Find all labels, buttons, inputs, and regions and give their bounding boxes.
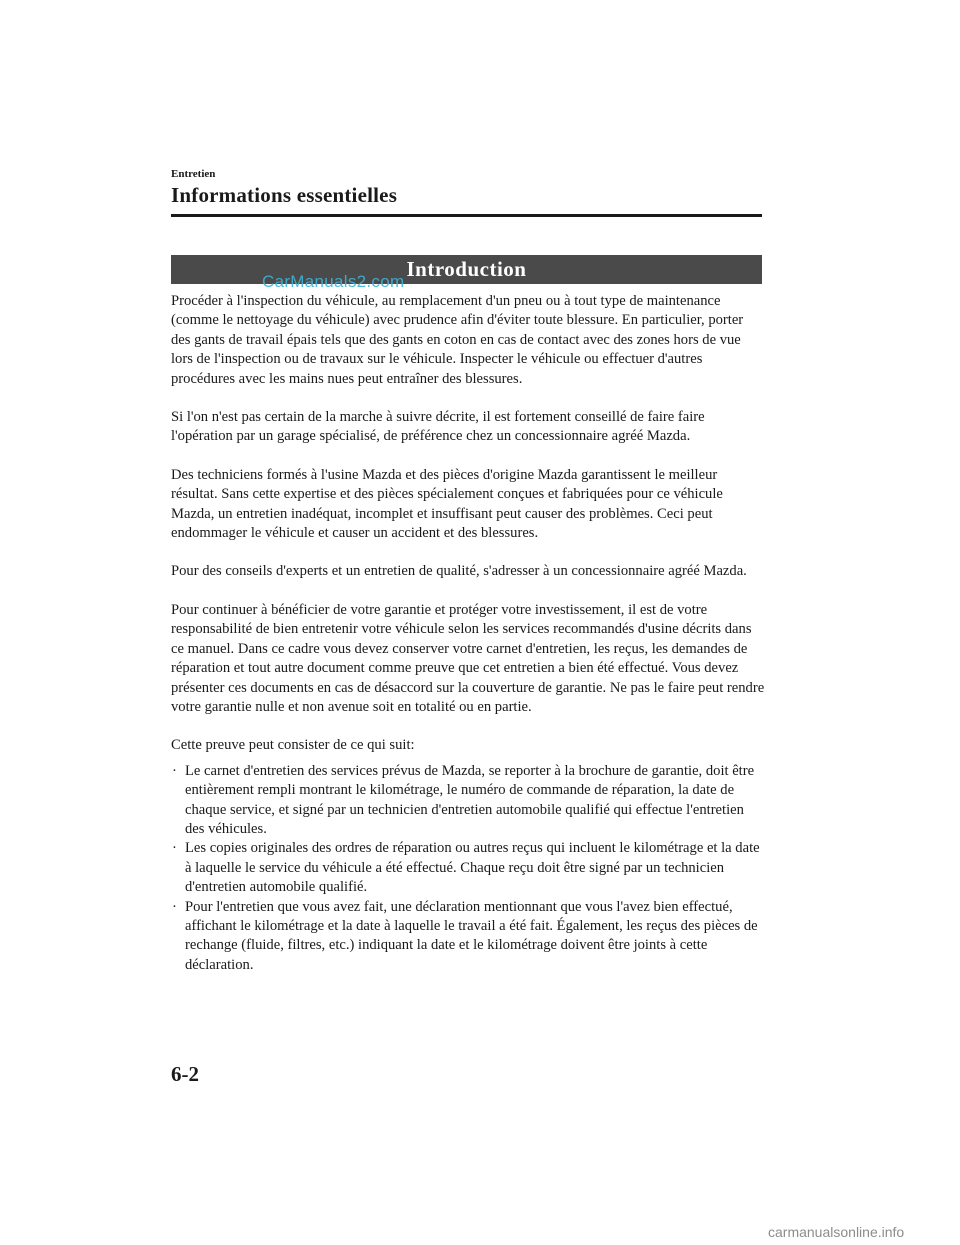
bullet-dot-icon: · <box>172 898 177 915</box>
chapter-label: Entretien <box>171 168 216 180</box>
list-item-text: Pour l'entretien que vous avez fait, une déclaration mentionnant que vous l'avez bien effectué, affichant le kilométrage et la date à laquelle le travail a été fait. Également, les reçus des pièces de rechange (fluide, filtres, etc.) indiquant la date et le kilométrage doivent être joints à cette déclaration. <box>185 898 758 973</box>
watermark-logo: CarManuals2.com <box>262 272 405 291</box>
paragraph: Des techniciens formés à l'usine Mazda et des pièces d'origine Mazda garantissent le meilleur résultat. Sans cette expertise et des pièces spécialement conçues et fabriquées pour ce véhicule Mazda, un entretien inadéquat, incomplet et insuffisant peut causer des problèmes. Ceci peut endommager le véhicule et causer un accident et des blessures. <box>171 466 723 542</box>
page-number: 6-2 <box>171 1062 199 1086</box>
list-item-text: Le carnet d'entretien des services prévus de Mazda, se reporter à la brochure de garantie, doit être entièrement rempli montrant le kilométrage, le numéro de commande de réparation, la date de chaque service, et signé par un technicien d'entretien automobile qualifié qui effectue l'entretien des véhicules. <box>185 762 755 837</box>
paragraph: Pour des conseils d'experts et un entretien de qualité, s'adresser à un concessionnaire agréé Mazda. <box>171 563 747 580</box>
list-item <box>171 762 765 840</box>
paragraph: Cette preuve peut consister de ce qui suit: <box>171 737 415 754</box>
paragraph: Procéder à l'inspection du véhicule, au remplacement d'un pneu ou à tout type de maintenance (comme le nettoyage du véhicule) avec prudence afin d'éviter toute blessure. En particulier, porter des gants de travail épais tels que des gants en coton en cas de contact avec des zones hors de vue lors de l'inspection ou de travaux sur le véhicule. Inspecter le véhicule ou effectuer d'autres procédures avec les mains nues peut entraîner des blessures. <box>171 293 744 387</box>
body-content <box>171 292 765 975</box>
footer-site-mark: carmanualsonline.info <box>768 1224 905 1240</box>
list-item <box>171 898 765 976</box>
bullet-dot-icon: · <box>172 840 177 857</box>
paragraph: Si l'on n'est pas certain de la marche à suivre décrite, il est fortement conseillé de faire faire l'opération par un garage spécialisé, de préférence chez un concessionnaire agréé Mazda. <box>171 409 705 445</box>
header-divider <box>171 214 762 217</box>
list-item <box>171 839 765 897</box>
page-title: Informations essentielles <box>171 183 398 207</box>
bullet-dot-icon: · <box>172 762 177 779</box>
bullet-list <box>171 762 765 975</box>
list-item-text: Les copies originales des ordres de réparation ou autres reçus qui incluent le kilométrage et la date à laquelle le service du véhicule a été effectué. Chaque reçu doit être signé par un technicien d'entretien automobile qualifié. <box>185 840 760 896</box>
paragraph: Pour continuer à bénéficier de votre garantie et protéger votre investissement, il est de votre responsabilité de bien entretenir votre véhicule selon les services recommandés d'usine décrits dans ce manuel. Dans ce cadre vous devez conserver votre carnet d'entretien, les reçus, les demandes de réparation et tout autre document comme preuve que cet entretien a bien été effectué. Vous devez présenter ces documents en cas de désaccord sur la couverture de garantie. Ne pas le faire peut rendre votre garantie nulle et non avenue soit en totalité ou en partie. <box>171 601 765 715</box>
section-title-bar: Introduction <box>171 255 762 284</box>
